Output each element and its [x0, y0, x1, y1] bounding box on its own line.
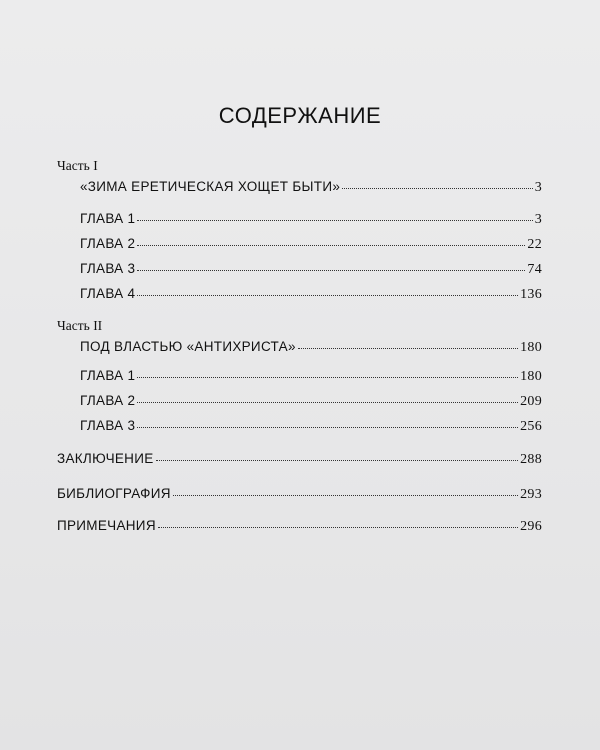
page-title: СОДЕРЖАНИЕ [218, 103, 382, 128]
leader-dots [173, 485, 518, 496]
leader-dots [342, 178, 533, 189]
toc-entry [57, 486, 542, 503]
toc-entry-page: 288 [520, 452, 542, 467]
toc-entry [80, 418, 542, 435]
toc-entry [80, 261, 542, 278]
toc-entry [80, 339, 542, 356]
toc-entry-label: БИБЛИОГРАФИЯ [57, 486, 171, 501]
toc-entry-label: ГЛАВА 3 [80, 261, 136, 276]
toc-entry-label: ПОД ВЛАСТЬЮ «АНТИХРИСТА» [80, 339, 296, 354]
toc-entry-label: «ЗИМА ЕРЕТИЧЕСКАЯ ХОЩЕТ БЫТИ» [80, 179, 341, 194]
toc-entry-page: 180 [520, 369, 542, 384]
toc-entry-page: 296 [520, 519, 542, 534]
leader-dots [298, 338, 518, 349]
toc-entry-label: ГЛАВА 1 [80, 368, 136, 383]
toc-entry [57, 518, 542, 535]
leader-dots [158, 517, 518, 528]
toc-entry-page: 293 [520, 487, 542, 502]
leader-dots [137, 392, 518, 403]
toc-entry-page: 256 [520, 419, 542, 434]
part-heading-2: Часть II [57, 318, 103, 333]
leader-dots [137, 210, 532, 221]
leader-dots [137, 285, 518, 296]
toc-entry-label: ГЛАВА 1 [80, 211, 136, 226]
toc-entry [80, 368, 542, 385]
toc-entry [80, 179, 542, 196]
toc-entry-page: 3 [534, 212, 542, 227]
toc-entry-label: ПРИМЕЧАНИЯ [57, 518, 156, 533]
leader-dots [137, 260, 525, 271]
toc-entry-page: 209 [520, 394, 542, 409]
part-heading-1: Часть I [57, 158, 98, 173]
leader-dots [156, 450, 519, 461]
toc-entry-page: 180 [520, 340, 542, 355]
toc-entry [57, 451, 542, 468]
toc-entry-page: 22 [527, 237, 542, 252]
toc-entry [80, 393, 542, 410]
toc-entry-label: ГЛАВА 2 [80, 393, 136, 408]
toc-entry-label: ГЛАВА 3 [80, 418, 136, 433]
toc-entry-page: 3 [534, 180, 542, 195]
toc-entry-page: 136 [520, 287, 542, 302]
toc-entry-page: 74 [527, 262, 542, 277]
leader-dots [137, 417, 518, 428]
toc-entry-label: ГЛАВА 2 [80, 236, 136, 251]
leader-dots [137, 367, 518, 378]
toc-entry [80, 236, 542, 253]
toc-entry [80, 286, 542, 303]
toc-entry [80, 211, 542, 228]
leader-dots [137, 235, 525, 246]
toc-entry-label: ЗАКЛЮЧЕНИЕ [57, 451, 154, 466]
toc-entry-label: ГЛАВА 4 [80, 286, 136, 301]
